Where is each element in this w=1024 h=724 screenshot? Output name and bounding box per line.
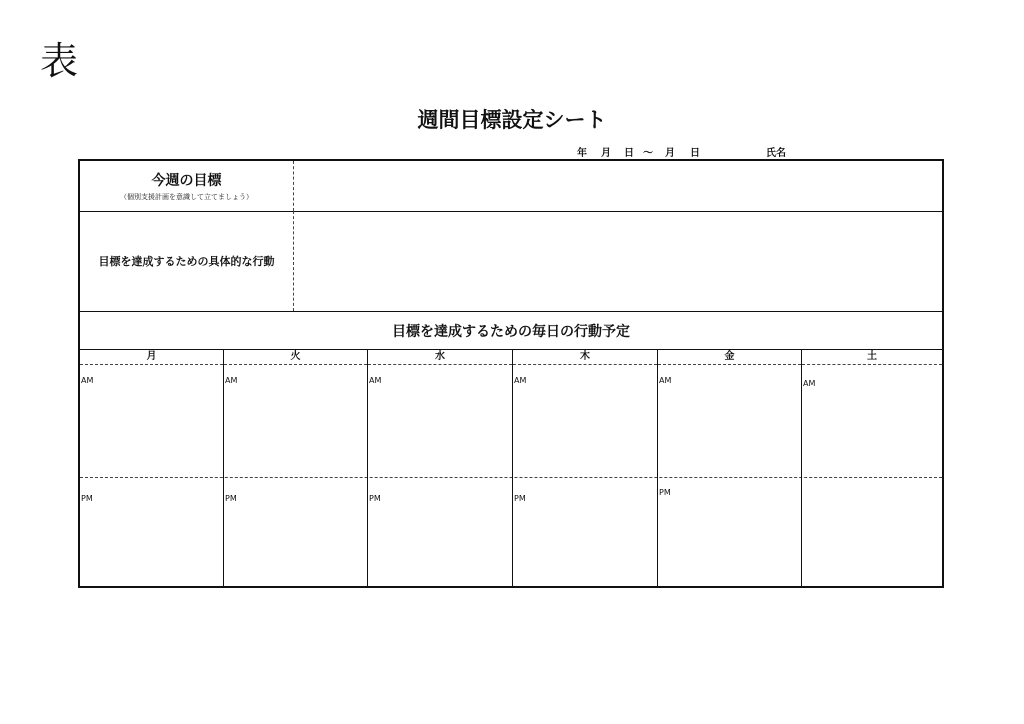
action-label-cell <box>80 211 294 311</box>
weekly-goal-note: （個別支援計画を意識して立てましょう） <box>120 193 253 201</box>
day-column-thu[interactable] <box>513 350 658 586</box>
am-label: AM <box>803 379 816 388</box>
sheet-title: 週間目標設定シート <box>417 108 607 132</box>
weekly-goal-label-cell <box>80 161 294 211</box>
weekly-goal-form <box>78 159 944 588</box>
date-month-end-label: 月 <box>665 148 675 159</box>
day-column-mon[interactable] <box>80 350 224 586</box>
am-label: AM <box>514 376 527 385</box>
am-label: AM <box>659 376 672 385</box>
am-label: AM <box>369 376 382 385</box>
page-marker: 表 <box>40 39 79 83</box>
date-month-start-label: 月 <box>601 148 611 159</box>
daily-plan-grid <box>80 350 942 586</box>
name-label: 氏名 <box>766 148 786 159</box>
date-day-start-label: 日 <box>624 148 634 159</box>
day-name: 土 <box>802 350 942 365</box>
am-label: AM <box>81 376 94 385</box>
day-name: 水 <box>368 350 512 365</box>
day-name: 金 <box>658 350 801 365</box>
day-name: 火 <box>224 350 367 365</box>
action-field[interactable] <box>294 211 942 311</box>
daily-plan-heading: 目標を達成するための毎日の行動予定 <box>80 312 942 350</box>
day-column-fri[interactable] <box>658 350 802 586</box>
day-name: 月 <box>80 350 223 365</box>
action-label: 目標を達成するための具体的な行動 <box>98 255 275 268</box>
date-day-end-label: 日 <box>690 148 700 159</box>
weekly-goal-row <box>80 161 942 212</box>
action-row <box>80 211 942 312</box>
day-column-tue[interactable] <box>224 350 368 586</box>
pm-label: PM <box>659 488 671 497</box>
pm-label: PM <box>369 494 381 503</box>
date-year-label: 年 <box>577 148 587 159</box>
weekly-goal-label: 今週の目標 <box>151 173 222 189</box>
am-label: AM <box>225 376 238 385</box>
pm-label: PM <box>81 494 93 503</box>
day-name: 木 <box>513 350 657 365</box>
pm-label: PM <box>225 494 237 503</box>
date-range-tilde: ～ <box>643 148 653 159</box>
pm-label: PM <box>514 494 526 503</box>
day-column-sat[interactable] <box>802 350 942 586</box>
weekly-goal-field[interactable] <box>294 161 942 211</box>
day-column-wed[interactable] <box>368 350 513 586</box>
